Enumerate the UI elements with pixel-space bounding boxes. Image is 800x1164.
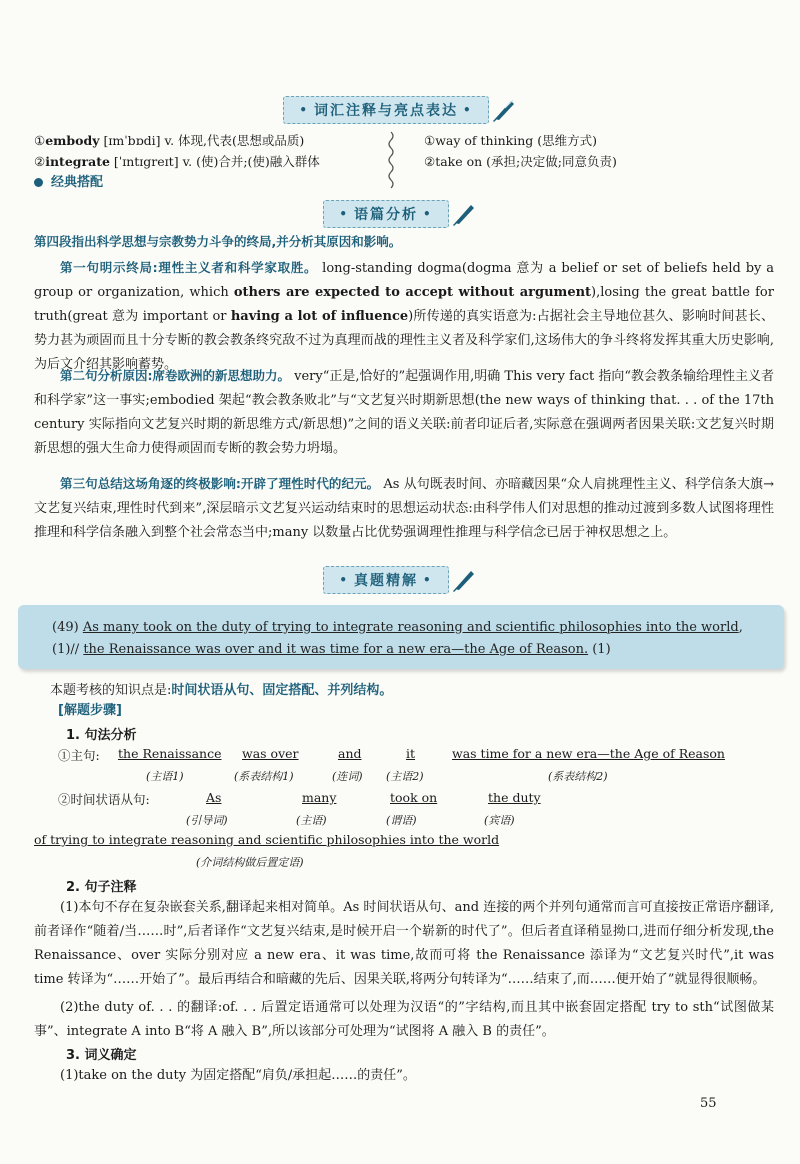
analysis-paragraph-1: 第一句明示终局:理性主义者和科学家取胜。 long-standing dogma(dogma 意为 a belief or set of beliefs held by a group or organization, which others are expected to accept without argument),losing the great battle for truth(great 意为 important or having a lot of influence)所传递的真实语意为:占据社会主导地位甚久、影响时间甚长、势力甚为顽固而且十分专断的教会教条终究敌不过为真理而战的理性主义者及科学家们,这场伟大的争斗终将发挥其重大历史影响,为后文介绍其影响蓄势。 (34, 260, 775, 372)
wavy-divider-icon (384, 130, 398, 192)
question-clause-2: the Renaissance was over and it was time for a new era—the Age of Reason. (83, 642, 589, 657)
vocab-right-column (424, 130, 774, 172)
note-3: (1)take on the duty 为固定搭配“肩负/承担起……的责任”。 (60, 1068, 416, 1083)
note-2: (2)the duty of. . . 的翻译:of. . . 后置定语通常可以处理为汉语“的”字结构,而且其中嵌套固定搭配 try to sth“试图做某事”、integrate A into B“将 A 融入 B”,所以该部分可处理为“试图将 A 融入 B 的责任”。 (34, 1000, 774, 1039)
exam-section-title-pill: • 真题精解 • (323, 566, 448, 594)
question-clause-1: As many took on the duty of trying to integrate reasoning and scientific philosophies into the world (82, 620, 739, 635)
main-part-subject-1: the Renaissance (118, 746, 222, 761)
analysis-section-title-pill: • 语篇分析 • (323, 200, 448, 228)
role-predicate: (谓语) (386, 814, 417, 827)
analysis-paragraph-3: 第三句总结这场角逐的终极影响:开辟了理性时代的纪元。 As 从句既表时间、亦暗藏因果“众人肩挑理性主义、科学信条大旗→文艺复兴结束,理性时代到来”,深层暗示文艺复兴运动结束时的思想运动状态:由科学伟人们对思想的推动过渡到多数人试图将理性推理和科学信条融入到整个社会常态当中;many 以数量占比优势强调理性推理与科学信念已居于神权思想之上。 (34, 476, 774, 540)
p2-heading: 第二句分析原因:席卷欧洲的新思想助力。 (60, 368, 290, 383)
adv-tail-phrase: of trying to integrate reasoning and scientific philosophies into the world (34, 832, 500, 847)
topic-line: 本题考核的知识点是:时间状语从句、固定搭配、并列结构。 (50, 683, 393, 698)
adv-part-subject: many (302, 790, 337, 805)
adv-part-object: the duty (488, 790, 541, 805)
bullet-icon (34, 178, 43, 187)
analysis-paragraph-2: 第二句分析原因:席卷欧洲的新思想助力。 very“正是,恰好的”起强调作用,明确 This very fact 指向“教会教条输给理性主义者和科学家”这一事实;embodied 架起“教会教条败北”与“文艺复兴时期新思想(the new ways of thinking that. . . of the 17th century 实际指向文艺复兴时期的新思维方式/新思想)”之间的语义关联:前者印证后者,实际意在强调两者因果关联:文艺复兴时期新思想的强大生命力使得顽固而专断的教会势力坍塌。 (34, 368, 774, 456)
vocab-section-title: 词汇注释与亮点表达 (314, 103, 458, 119)
vocab-section-title-pill: • 词汇注释与亮点表达 • (283, 96, 488, 124)
adv-part-predicate: took on (390, 790, 438, 805)
page-number: 55 (700, 1096, 717, 1111)
question-box: (49) As many took on the duty of trying to integrate reasoning and scientific philosophies into the world, (1)// the Renaissance was over and it was time for a new era—the Age of Reason. (1) (18, 605, 784, 669)
role-subject-2: (主语2) (386, 770, 424, 783)
phrase-entry-take-on: ②take on (承担;决定做;同意负责) (424, 154, 617, 169)
analysis-section-title: 语篇分析 (354, 207, 418, 223)
step-2-heading: 2. 句子注释 (66, 880, 137, 895)
steps-label: [解题步骤] (58, 703, 122, 718)
main-part-predicate-2: was time for a new era—the Age of Reason (452, 746, 725, 761)
main-part-predicate-1: was over (242, 746, 299, 761)
phrase-entry-way-of-thinking: ①way of thinking (思维方式) (424, 133, 597, 148)
exam-section-header (0, 566, 800, 594)
collocation-label: 经典搭配 (34, 172, 404, 193)
vocab-entry-embody: ①embody [ɪmˈbɒdi] v. 体现,代表(思想或品质) (34, 133, 305, 148)
role-subject: (主语) (296, 814, 327, 827)
role-conjunction: (连词) (332, 770, 363, 783)
role-predicate-1: (系表结构1) (234, 770, 294, 783)
role-predicate-2: (系表结构2) (548, 770, 608, 783)
question-number: (49) (52, 620, 79, 635)
quill-pen-icon (451, 567, 477, 593)
step-3-heading: 3. 词义确定 (66, 1048, 137, 1063)
note-1: (1)本句不存在复杂嵌套关系,翻译起来相对简单。As 时间状语从句、and 连接的两个并列句通常而言可直接按正常语序翻译,前者译作“随着/当……时”,后者译作“文艺复兴结束,是时候开启一个崭新的时代了”。但后者直译稍显拗口,进而仔细分析发现,the Renaissance、over 实际分别对应 a new era、it was time,故而可将 the Renaissance 添译为“文艺复兴时代”,it was time 转译为“……开始了”。最后再结合和暗藏的先后、因果关联,将两分句转译为“……结束了,而……便开始了”就显得很顺畅。 (34, 900, 774, 987)
role-postpositive-attribute: (介词结构做后置定语) (196, 856, 304, 869)
vocab-section-header (0, 96, 800, 124)
main-part-conjunction: and (338, 746, 362, 761)
main-part-subject-2: it (406, 746, 416, 761)
role-object: (宾语) (484, 814, 515, 827)
vocab-entry-integrate: ②integrate [ˈɪntɪgreɪt] v. (使)合并;(使)融入群体 (34, 154, 320, 169)
adv-part-connector: As (206, 790, 222, 805)
role-connector: (引导词) (186, 814, 228, 827)
exam-section-title: 真题精解 (354, 573, 418, 589)
p1-heading: 第一句明示终局:理性主义者和科学家取胜。 (60, 260, 318, 275)
adverbial-clause-label: ②时间状语从句: (58, 792, 150, 807)
quill-pen-icon (491, 97, 517, 123)
main-clause-label: ①主句: (58, 748, 100, 763)
quill-pen-icon (451, 201, 477, 227)
vocab-left-column (34, 130, 404, 193)
analysis-intro: 第四段指出科学思想与宗教势力斗争的终局,并分析其原因和影响。 (34, 234, 402, 249)
vocab-block (34, 130, 774, 192)
analysis-section-header (0, 200, 800, 228)
role-subject-1: (主语1) (146, 770, 184, 783)
p3-heading: 第三句总结这场角逐的终极影响:开辟了理性时代的纪元。 (60, 476, 380, 491)
step-1-heading: 1. 句法分析 (66, 728, 137, 743)
